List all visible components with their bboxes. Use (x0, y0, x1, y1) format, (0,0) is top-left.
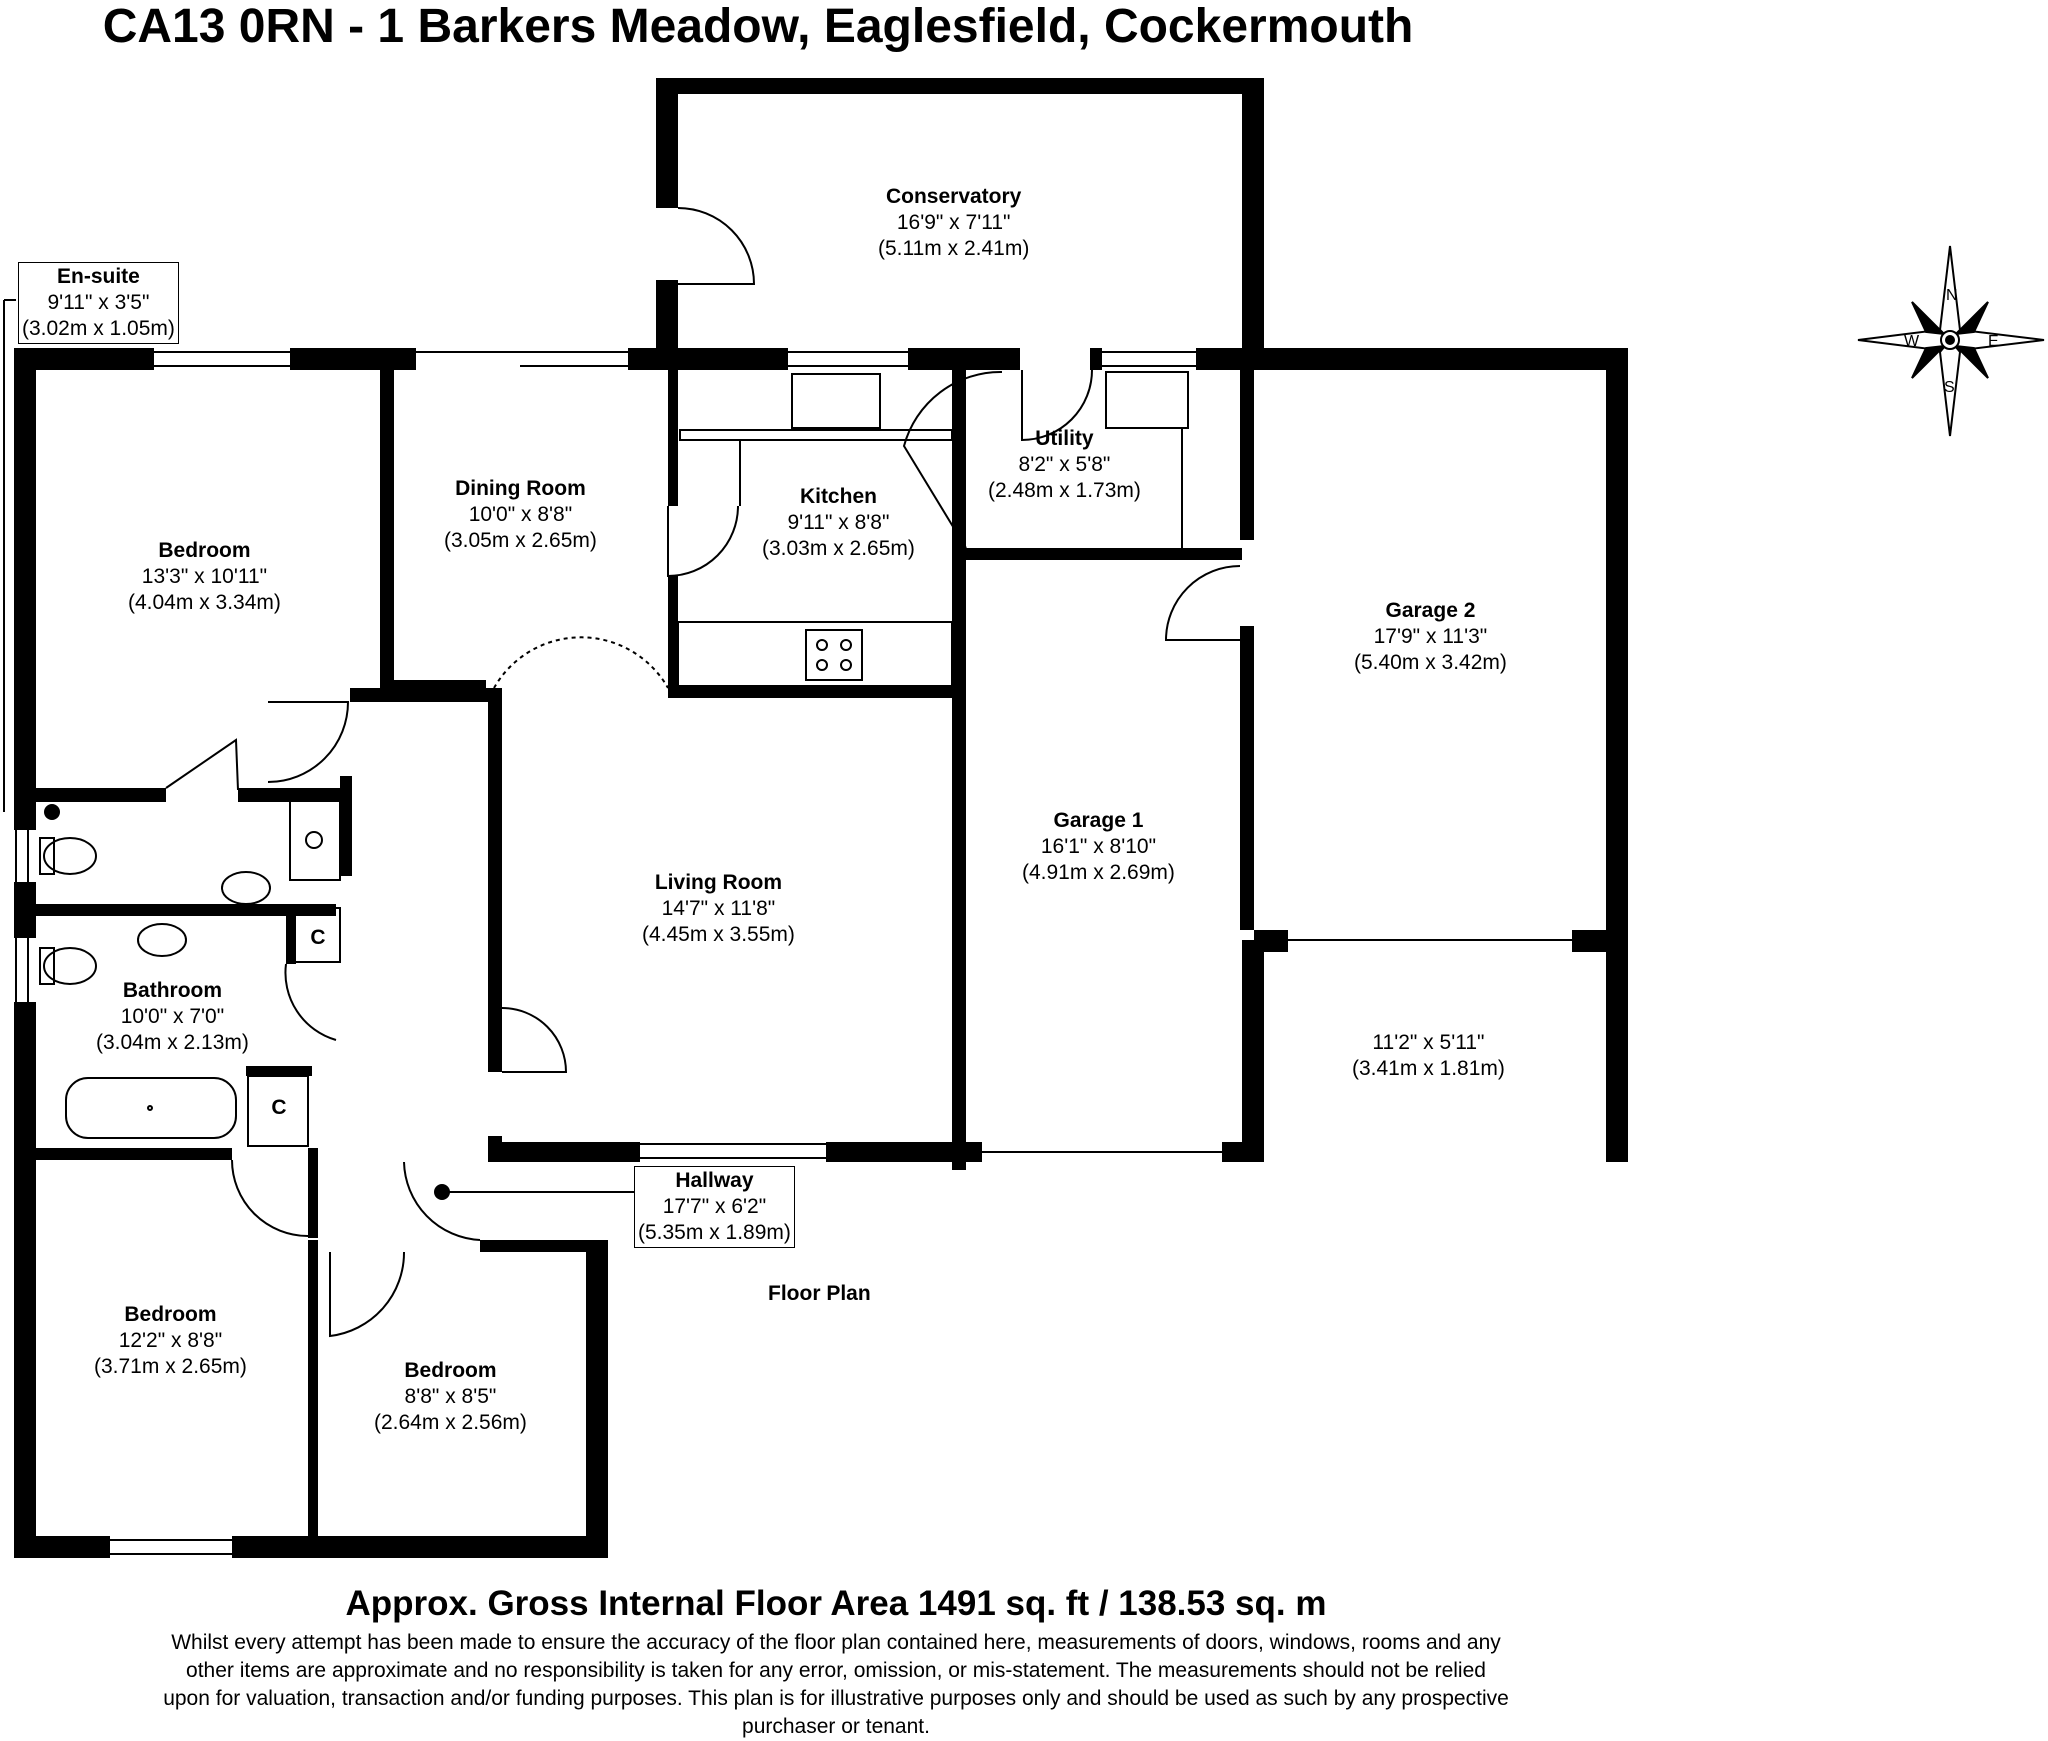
room-bathroom (96, 978, 249, 1056)
compass-rose (1858, 246, 2044, 436)
room-size-imperial: 8'2" x 5'8" (1018, 453, 1111, 476)
room-size-metric: (3.05m x 2.65m) (444, 529, 597, 552)
room-size-metric: (3.04m x 2.13m) (96, 1031, 249, 1054)
room-size-imperial: 8'8" x 8'5" (404, 1385, 497, 1408)
room-name: Utility (1035, 427, 1094, 450)
room-size-imperial: 13'3" x 10'11" (141, 565, 268, 588)
compass-s: S (1944, 379, 1955, 396)
page-title: CA13 0RN - 1 Barkers Meadow, Eaglesfield, Cockermouth (102, 0, 1414, 53)
room-kitchen (762, 484, 915, 562)
room-size-metric: (4.45m x 3.55m) (642, 923, 795, 946)
room-bedroom-2 (94, 1302, 247, 1380)
room-dining (444, 476, 597, 554)
room-name: En-suite (57, 265, 140, 288)
room-garage-2 (1354, 598, 1507, 676)
room-size-metric: (4.91m x 2.69m) (1022, 861, 1175, 884)
room-bedroom-3 (374, 1358, 527, 1436)
room-name: Dining Room (455, 477, 586, 500)
room-name: Bedroom (124, 1303, 217, 1326)
room-name: Living Room (654, 871, 783, 894)
floor-plan-label: Floor Plan (768, 1282, 871, 1305)
room-name: Garage 1 (1053, 809, 1144, 832)
room-size-metric: (5.35m x 1.89m) (638, 1221, 791, 1244)
room-bedroom-1 (128, 538, 281, 616)
room-carport (1352, 1030, 1505, 1082)
room-size-imperial: 16'9" x 7'11" (896, 211, 1011, 234)
compass-e: E (1988, 333, 1999, 350)
room-name: Bedroom (404, 1359, 497, 1382)
room-garage-1 (1022, 808, 1175, 886)
cupboard-label: C (310, 926, 326, 949)
room-name: Bathroom (122, 979, 223, 1002)
walls (14, 78, 1628, 1558)
floor-area-text: Approx. Gross Internal Floor Area 1491 sq. ft / 138.53 sq. m (345, 1584, 1327, 1623)
room-size-metric: (5.40m x 3.42m) (1354, 651, 1507, 674)
room-name: Bedroom (158, 539, 251, 562)
room-size-metric: (3.03m x 2.65m) (762, 537, 915, 560)
room-name: Hallway (675, 1169, 754, 1192)
compass-w: W (1904, 333, 1920, 350)
room-size-metric: (5.11m x 2.41m) (878, 237, 1030, 260)
room-size-metric: (4.04m x 3.34m) (128, 591, 281, 614)
room-size-metric: (3.41m x 1.81m) (1352, 1057, 1505, 1080)
room-name: Conservatory (885, 185, 1022, 208)
room-ensuite (18, 262, 179, 344)
room-size-metric: (2.64m x 2.56m) (374, 1411, 527, 1434)
room-size-imperial: 10'0" x 8'8" (468, 503, 573, 526)
cupboard-label: C (271, 1096, 287, 1119)
compass-n: N (1946, 287, 1958, 304)
room-size-imperial: 14'7" x 11'8" (661, 897, 776, 920)
room-living (642, 870, 795, 948)
room-size-imperial: 9'11" x 3'5" (47, 291, 150, 314)
room-size-imperial: 16'1" x 8'10" (1040, 835, 1157, 858)
room-size-metric: (3.02m x 1.05m) (22, 317, 175, 340)
room-conservatory (878, 184, 1029, 262)
room-name: Garage 2 (1385, 599, 1476, 622)
room-size-metric: (3.71m x 2.65m) (94, 1355, 247, 1378)
room-size-metric: (2.48m x 1.73m) (988, 479, 1141, 502)
room-utility (988, 426, 1141, 504)
room-size-imperial: 11'2" x 5'11" (1372, 1031, 1485, 1054)
room-size-imperial: 10'0" x 7'0" (120, 1005, 225, 1028)
room-size-imperial: 17'7" x 6'2" (662, 1195, 767, 1218)
room-name: Kitchen (799, 485, 877, 508)
room-size-imperial: 17'9" x 11'3" (1373, 625, 1488, 648)
room-size-imperial: 12'2" x 8'8" (118, 1329, 223, 1352)
room-hallway (634, 1166, 795, 1248)
disclaimer-text: Whilst every attempt has been made to ensure the accuracy of the floor plan contained here, measurements of doors, windows, rooms and any other items are approximate and no responsibility is taken for any error, omission, or mis-statement. The measurements should not be relied upon for valuation, transaction and/or funding purposes. This plan is for illustrative purposes only and should be used as such by any prospective purchaser or tenant. (163, 1631, 1509, 1738)
room-size-imperial: 9'11" x 8'8" (787, 511, 890, 534)
